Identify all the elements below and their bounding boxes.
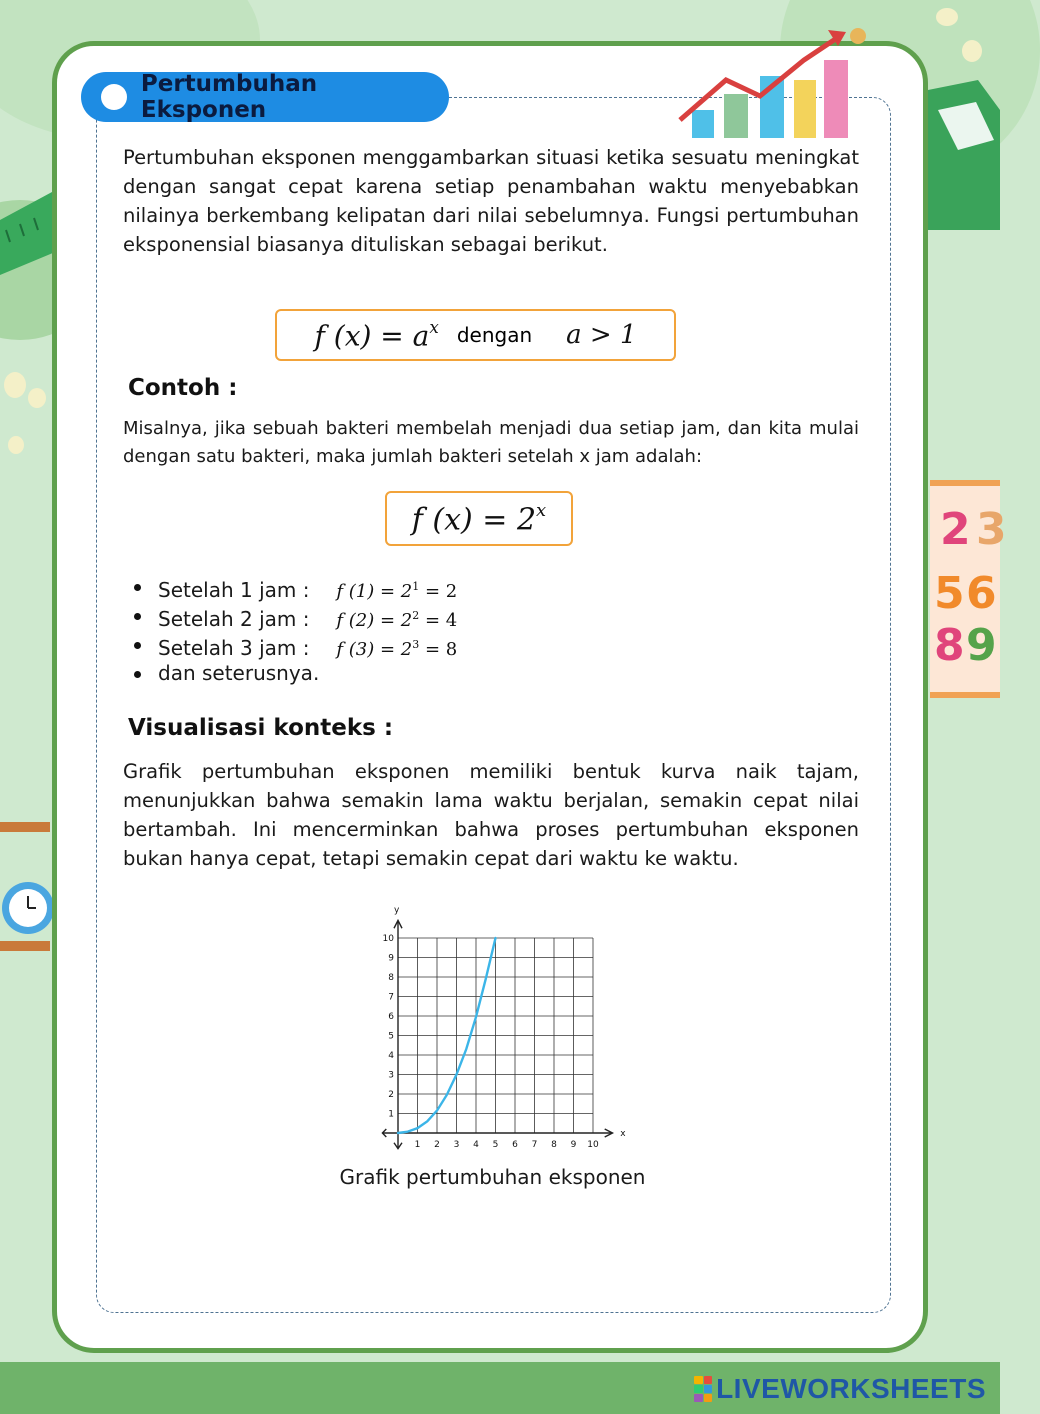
growth-chart-icon [678, 24, 870, 142]
formula-word: dengan [456, 323, 533, 347]
brand-logo-icon [694, 1376, 712, 1402]
intro-paragraph: Pertumbuhan eksponen menggambarkan situasi ketika sesuatu meningkat dengan sangat cepat karena setiap penambahan waktu menyebabkan nilainya berkembang kelipatan dari nilai sebelumnya. Fungsi pertumbuhan eksponensial biasanya dituliskan sebagai berikut. [123, 146, 859, 256]
title-dot-icon [101, 84, 127, 110]
x-axis-label: x [620, 1129, 626, 1139]
x-tick-label: 1 [414, 1140, 421, 1150]
x-tick-label: 7 [531, 1140, 538, 1150]
deco-digit: 9 [966, 620, 997, 671]
example-heading: Contoh : [128, 375, 238, 401]
y-tick-label: 4 [388, 1051, 394, 1061]
list-item [158, 630, 457, 659]
y-tick-label: 5 [388, 1031, 394, 1042]
step-math: f $(1) = 2^1 = 2$ [336, 580, 458, 602]
deco-digit: 3 [976, 504, 1007, 555]
y-tick-label: 7 [388, 992, 394, 1003]
x-tick-label: 9 [570, 1140, 577, 1150]
example-paragraph: Misalnya, jika sebuah bakteri membelah menjadi dua setiap jam, dan kita mulai dengan satu bakteri, maka jumlah bakteri setelah x jam adalah: [123, 418, 859, 467]
dot-decoration [936, 8, 958, 26]
chart-caption: Grafik pertumbuhan eksponen [339, 1165, 646, 1189]
list-item: dan seterusnya. [158, 659, 457, 688]
y-tick-label: 2 [388, 1090, 394, 1100]
numbers-decoration [930, 480, 1007, 698]
deco-digit: 6 [966, 568, 997, 619]
formula-condition: a > 1 [566, 320, 637, 350]
deco-digit: 8 [934, 620, 965, 671]
x-tick-label: 6 [512, 1140, 518, 1150]
example-steps-list [158, 572, 457, 688]
x-tick-label: 10 [587, 1140, 599, 1150]
y-tick-label: 10 [382, 934, 394, 944]
example-formula-box [385, 491, 573, 546]
y-tick-label: 8 [388, 973, 394, 983]
general-formula-box [275, 309, 676, 361]
dot-decoration [28, 388, 46, 408]
deco-digit: 2 [940, 504, 971, 555]
y-tick-label: 1 [388, 1109, 394, 1120]
step-label: Setelah 1 jam : [158, 578, 310, 602]
ruler-decoration [0, 180, 60, 290]
step-math: f $(3) = 2^3 = 8$ [336, 638, 458, 660]
visual-paragraph: Grafik pertumbuhan eksponen memiliki bentuk kurva naik tajam, menunjukkan bahwa semakin lama waktu berjalan, semakin cepat nilai bertambah. Ini mencerminkan bahwa proses pertumbuhan eksponen bukan hanya cepat, tetapi semakin cepat dari waktu ke waktu. [123, 760, 859, 870]
x-tick-label: 8 [551, 1140, 557, 1150]
y-tick-label: 3 [388, 1070, 394, 1081]
page-title: Pertumbuhan Eksponen [140, 71, 318, 123]
step-label: Setelah 3 jam : [158, 636, 310, 660]
section-title-pill [81, 72, 449, 122]
y-tick-label: 6 [388, 1012, 394, 1022]
dot-decoration [962, 40, 982, 62]
dot-decoration [4, 372, 26, 398]
list-item [158, 601, 457, 630]
brand-logo[interactable] [694, 1372, 986, 1406]
list-item [158, 572, 457, 601]
y-axis-label: y [394, 905, 400, 916]
clock-icon [0, 872, 52, 944]
step-math: f $(2) = 2^2 = 4$ [336, 609, 458, 631]
x-tick-label: 4 [473, 1140, 479, 1150]
formula-lhs: f $(x) = a^x$ [314, 317, 439, 353]
x-tick-label: 2 [434, 1140, 440, 1150]
exponential-growth-chart [370, 900, 630, 1160]
step-label: Setelah 2 jam : [158, 607, 310, 631]
dot-decoration [8, 436, 24, 454]
example-formula: f $(x) = 2^x$ [411, 499, 547, 538]
visual-heading: Visualisasi konteks : [128, 715, 394, 741]
shelf-decoration [0, 822, 50, 832]
x-tick-label: 5 [492, 1140, 499, 1150]
deco-digit: 5 [934, 568, 965, 619]
book-decoration [928, 80, 1000, 230]
x-tick-label: 3 [453, 1140, 460, 1150]
y-tick-label: 9 [388, 953, 394, 964]
brand-name: LIVEWORKSHEETS [716, 1373, 986, 1404]
